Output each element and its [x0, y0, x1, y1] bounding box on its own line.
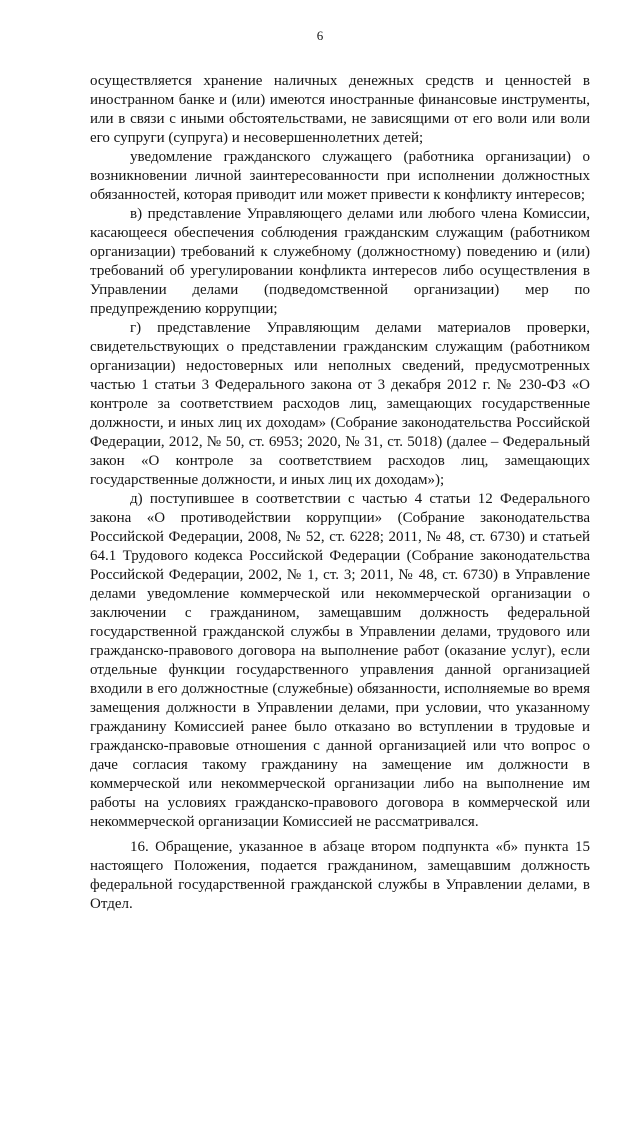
paragraph-item-g: г) представление Управляющим делами материалов проверки, свидетельствующих о представлении гражданским служащим (работником организации) недостоверных или неполных сведений, предусмотренных частью 1 статьи 3 Федерального закона от 3 декабря 2012 г. № 230-ФЗ «О контроле за соответствием расходов лиц, замещающих государственные должности, и иных лиц их доходам» (Собрание законодательства Российской Федерации, 2012, № 50, ст. 6953; 2020, № 31, ст. 5018) (далее – Федеральный закон «О контроле за соответствием расходов лиц, замещающих государственные должности, и иных лиц их доходам»); — [90, 320, 590, 488]
paragraph-item-v: в) представление Управляющего делами или любого члена Комиссии, касающееся обеспечения соблюдения гражданским служащим (работником организации) требований к служебному (должностному) поведению и (или) требований об урегулировании конфликта интересов либо осуществления в Управлении делами (подведомственной организации) мер по предупреждению коррупции; — [90, 206, 590, 317]
paragraph-16: 16. Обращение, указанное в абзаце втором подпункта «б» пункта 15 настоящего Положения, подается гражданином, замещавшим должность федеральной государственной гражданской службы в Управлении делами, в Отдел. — [90, 839, 590, 912]
page-number: 6 — [316, 28, 324, 43]
paragraph-continuation: осуществляется хранение наличных денежных средств и ценностей в иностранном банке и (или) имеются иностранные финансовые инструменты, или в связи с иными обстоятельствами, не зависящими от его воли или воли его супруги (супруга) и несовершеннолетних детей; — [90, 73, 590, 146]
paragraph-notification: уведомление гражданского служащего (работника организации) о возникновении личной заинтересованности при исполнении должностных обязанностей, которая приводит или может привести к конфликту интересов; — [90, 149, 590, 203]
paragraph-item-d: д) поступившее в соответствии с частью 4 статьи 12 Федерального закона «О противодействии коррупции» (Собрание законодательства Российской Федерации, 2008, № 52, ст. 6228; 2011, № 48, ст. 6730) и статьей 64.1 Трудового кодекса Российской Федерации (Собрание законодательства Российской Федерации, 2002, № 1, ст. 3; 2011, № 48, ст. 6730) в Управление делами уведомление коммерческой или некоммерческой организации о заключении с гражданином, замещавшим должность федеральной государственной гражданской службы в Управлении делами, трудового или гражданско-правового договора на выполнение работ (оказание услуг), если отдельные функции государственного управления данной организацией входили в его должностные (служебные) обязанности, исполняемые во время замещения должности в Управлении делами, при условии, что указанному гражданину Комиссией ранее было отказано во вступлении в трудовые и гражданско-правовые отношения с данной организацией или что вопрос о даче согласия такому гражданину на замещение им должности в коммерческой или некоммерческой организации либо на выполнение им работы на условиях гражданско-правового договора в коммерческой или некоммерческой организации Комиссией не рассматривался. — [90, 491, 590, 830]
document-body — [90, 72, 590, 914]
